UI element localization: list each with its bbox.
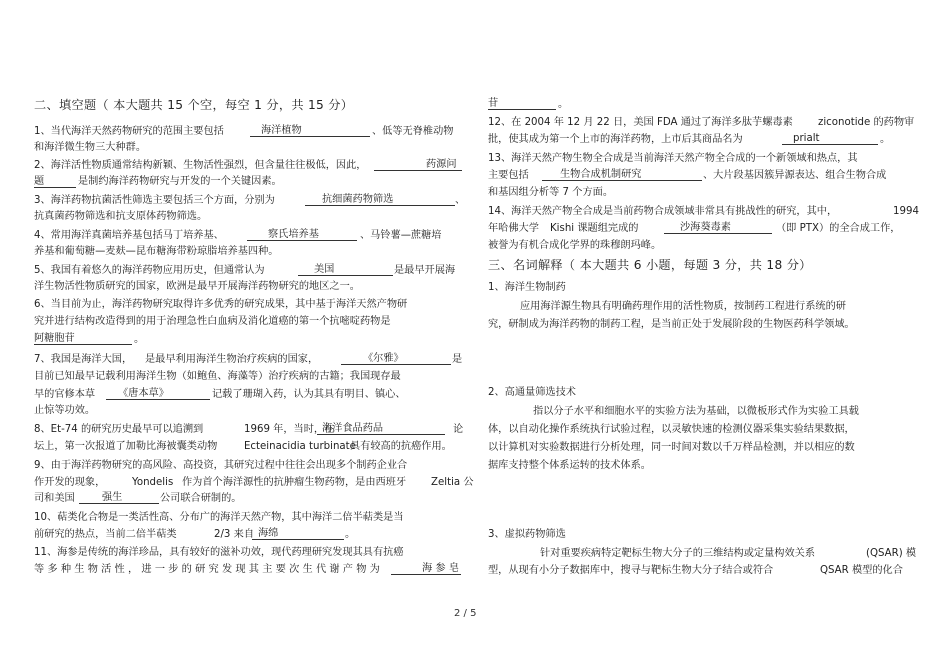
q14-text-b: 1994	[893, 206, 919, 217]
q1-text-b: 、低等无脊椎动物	[372, 126, 454, 137]
q10-answer: 海绵	[258, 528, 279, 539]
q5-answer: 美国	[314, 264, 335, 275]
q2-answer-a: 药源问	[426, 159, 457, 170]
q8-text-f: 具有较高的抗癌作用。	[350, 441, 452, 452]
q7-text-c: 是	[452, 354, 463, 365]
q13-text-b: 主要包括	[488, 170, 529, 181]
q3-answer: 抗细菌药物筛选	[322, 194, 394, 205]
q7-text-f: 记载了珊瑚入药，认为其具有明目、镇心、	[212, 389, 406, 400]
q1-text-a: 1、当代海洋天然药物研究的范围主要包括	[34, 126, 224, 137]
q7-blank-line-b	[106, 399, 210, 400]
term-2-body-line: 据库支持整个体系运转的技术体系。	[488, 460, 651, 471]
q13-blank-line	[542, 180, 702, 181]
q9-text-b: 作开发的现象，	[34, 477, 106, 488]
q9-text-f: 司和美国	[34, 493, 75, 504]
q12-text-b: ziconotide 的药物审	[818, 117, 915, 128]
term-1-body-line: 应用海洋源生物具有明确药理作用的活性物质，按制药工程进行系统的研	[520, 301, 846, 312]
term-2-body-line: 指以分子水平和细胞水平的实验方法为基础，以微板形式作为实验工具载	[533, 406, 859, 417]
q13-text-c: 、大片段基因簇异源表达、组合生物合成	[703, 170, 887, 181]
q13-answer: 生物合成机制研究	[560, 169, 642, 180]
q11-answer: 海 参 皂	[422, 563, 460, 574]
q6-text-a: 6、当目前为止，海洋药物研究取得许多优秀的研究成果，其中基于海洋天然产物研	[34, 299, 408, 310]
term-2-body-line: 体，以自动化操作系统执行试验过程，以灵敏快速的检测仪器采集实验结果数据，	[488, 424, 855, 435]
q7-text-g: 止惊等功效。	[34, 405, 96, 416]
q2-text-b: 是制约海洋药物研究与开发的一个关键因素。	[78, 176, 282, 187]
q11-text-end: 。	[558, 99, 569, 110]
q9-blank-line	[79, 503, 159, 504]
q10-blank-line	[252, 539, 344, 540]
q7-blank-line-a	[341, 364, 451, 365]
q8-text-c: 论	[453, 424, 464, 435]
q5-blank-line	[298, 275, 393, 276]
q7-answer-a: 《尔雅》	[363, 353, 404, 364]
q7-text-d: 目前已知最早记载利用海洋生物（如鲍鱼、海藻等）治疗疾病的古籍；我国现存最	[34, 371, 401, 382]
q12-answer: prialt	[793, 133, 820, 144]
q10-text-c: 2/3 来自	[214, 529, 255, 540]
q8-blank-line	[317, 434, 445, 435]
q12-blank-line	[782, 144, 878, 145]
q10-text-d: 。	[345, 529, 356, 540]
q4-text-b: 、马铃薯—蔗糖培	[360, 230, 442, 241]
q7-text-b: 是最早利用海洋生物治疗疾病的国家，	[145, 354, 319, 365]
q12-text-a: 12、在 2004 年 12 月 22 日，美国 FDA 通过了海洋多肽芋螺毒素	[488, 117, 793, 128]
q9-text-g: 公司联合研制的。	[160, 493, 242, 504]
q9-text-c: Yondelis	[132, 477, 174, 488]
page-number: 2 / 5	[454, 608, 477, 619]
q4-text-a: 4、常用海洋真菌培养基包括马丁培养基、	[34, 230, 224, 241]
term-3-body-line: 型，从现有小分子数据库中，搜寻与靶标生物大分子结合或符合	[488, 565, 774, 576]
q13-text-d: 和基因组分析等 7 个方面。	[488, 187, 614, 198]
q11-text-a: 11、海参是传统的海洋珍品，具有较好的滋补功效，现代药理研究发现其具有抗癌	[34, 547, 404, 558]
section-title-definitions: 三、名词解释（ 本大题共 6 小题，每题 3 分，共 18 分）	[488, 258, 812, 272]
q8-answer: 海洋食品药品	[322, 423, 384, 434]
q14-text-e: （即 PTX）的全合成工作，	[776, 223, 901, 234]
q5-text-c: 洋生物活性物质研究的国家，欧洲是最早开展海洋药物研究的地区之一。	[34, 281, 360, 292]
term-3-body-line: (QSAR) 模	[866, 548, 917, 559]
q5-text-b: 是最早开展海	[394, 265, 456, 276]
term-3-body-line: QSAR 模型的化合	[820, 565, 903, 576]
term-1-body-line: 究，研制成为海洋药物的制药工程，是当前正处于发展阶段的生物医药科学领域。	[488, 319, 855, 330]
q6-text-c: 。	[134, 334, 145, 345]
q4-blank-line	[247, 240, 357, 241]
q12-text-c: 批，使其成为第一个上市的海洋药物，上市后其商品名为	[488, 134, 743, 145]
q2-answer-b: 题	[34, 176, 45, 187]
q14-answer: 沙海葵毒素	[680, 222, 731, 233]
q1-blank-line	[250, 136, 370, 137]
q11-blank-line	[391, 574, 461, 575]
q6-answer: 阿糖胞苷	[34, 333, 75, 344]
q5-text-a: 5、我国有着悠久的海洋药物应用历史，但通常认为	[34, 265, 265, 276]
q6-blank-line	[34, 344, 132, 345]
term-1-title: 1、海洋生物制药	[488, 282, 566, 293]
q9-text-e: Zeltia 公	[431, 477, 474, 488]
q8-text-b: 1969 年，当时，在	[244, 424, 335, 435]
q14-text-a: 14、海洋天然产物全合成是当前药物合成领域非常具有挑战性的研究，其中，	[488, 206, 838, 217]
q9-text-a: 9、由于海洋药物研究的高风险、高投资，其研究过程中往往会出现多个制药企业合	[34, 460, 408, 471]
q9-text-d: 作为首个海洋源性的抗肿瘤生物药物，是由西班牙	[182, 477, 407, 488]
q11-blank-line-cont	[488, 109, 556, 110]
term-2-body-line: 以计算机对实验数据进行分析处理，同一时间对数以千万样品检测，并以相应的数	[488, 442, 855, 453]
q3-text-c: 抗真菌药物筛选和抗支原体药物筛选。	[34, 211, 208, 222]
q10-text-a: 10、萜类化合物是一类活性高、分布广的海洋天然产物，其中海洋二倍半萜类是当	[34, 512, 404, 523]
q2-text-a: 2、海洋活性物质通常结构新颖、生物活性强烈，但含量往往极低，因此，	[34, 160, 367, 171]
q8-text-a: 8、Et-74 的研究历史最早可以追溯到	[34, 424, 204, 435]
q11-answer-cont: 苷	[488, 98, 499, 109]
q3-blank-line	[305, 205, 455, 206]
q4-answer: 察氏培养基	[268, 229, 319, 240]
q4-text-c: 养基和葡萄糖—麦麸—昆布糖海带粉琼脂培养基四种。	[34, 246, 279, 257]
term-2-title: 2、高通量筛选技术	[488, 387, 576, 398]
term-3-title: 3、虚拟药物筛选	[488, 529, 566, 540]
q14-text-f: 被誉为有机合成化学界的珠穆朗玛峰。	[488, 240, 662, 251]
q3-text-a: 3、海洋药物抗菌活性筛选主要包括三个方面，分别为	[34, 195, 275, 206]
q10-text-b: 前研究的热点，当前二倍半萜类	[34, 529, 177, 540]
q3-text-b: 、	[455, 195, 466, 206]
q8-text-e: Ecteinacidia turbinate	[244, 441, 356, 452]
term-3-body-line: 针对重要疾病特定靶标生物大分子的三维结构或定量构效关系	[540, 548, 816, 559]
q11-text-b: 等 多 种 生 物 活 性 ， 进 一 步 的 研 究 发 现 其 主 要 次 生 代 谢 产 物 为	[34, 564, 380, 575]
q1-text-c: 和海洋微生物三大种群。	[34, 142, 147, 153]
q2-blank-line-b	[34, 187, 76, 188]
q14-blank-line	[664, 233, 772, 234]
q7-text-a: 7、我国是海洋大国，	[34, 354, 133, 365]
q14-text-d: Kishi 课题组完成的	[550, 223, 639, 234]
q1-answer: 海洋植物	[261, 125, 302, 136]
q7-text-e: 早的官修本草	[34, 389, 96, 400]
q14-text-c: 年哈佛大学	[488, 223, 539, 234]
q6-text-b: 究并进行结构改造得到的用于治理急性白血病及消化道癌的第一个抗嘧啶药物是	[34, 316, 391, 327]
q7-answer-b: 《唐本草》	[118, 388, 169, 399]
section-title-fill-blank: 二、填空题（ 本大题共 15 个空，每空 1 分，共 15 分）	[34, 98, 354, 112]
q8-text-d: 坛上，第一次报道了加勒比海被囊类动物	[34, 441, 218, 452]
q13-text-a: 13、海洋天然产物生物全合成是当前海洋天然产物全合成的一个新领域和热点，其	[488, 153, 858, 164]
q12-text-d: 。	[880, 134, 891, 145]
q2-blank-line-a	[374, 170, 462, 171]
q9-answer: 强生	[102, 492, 123, 503]
